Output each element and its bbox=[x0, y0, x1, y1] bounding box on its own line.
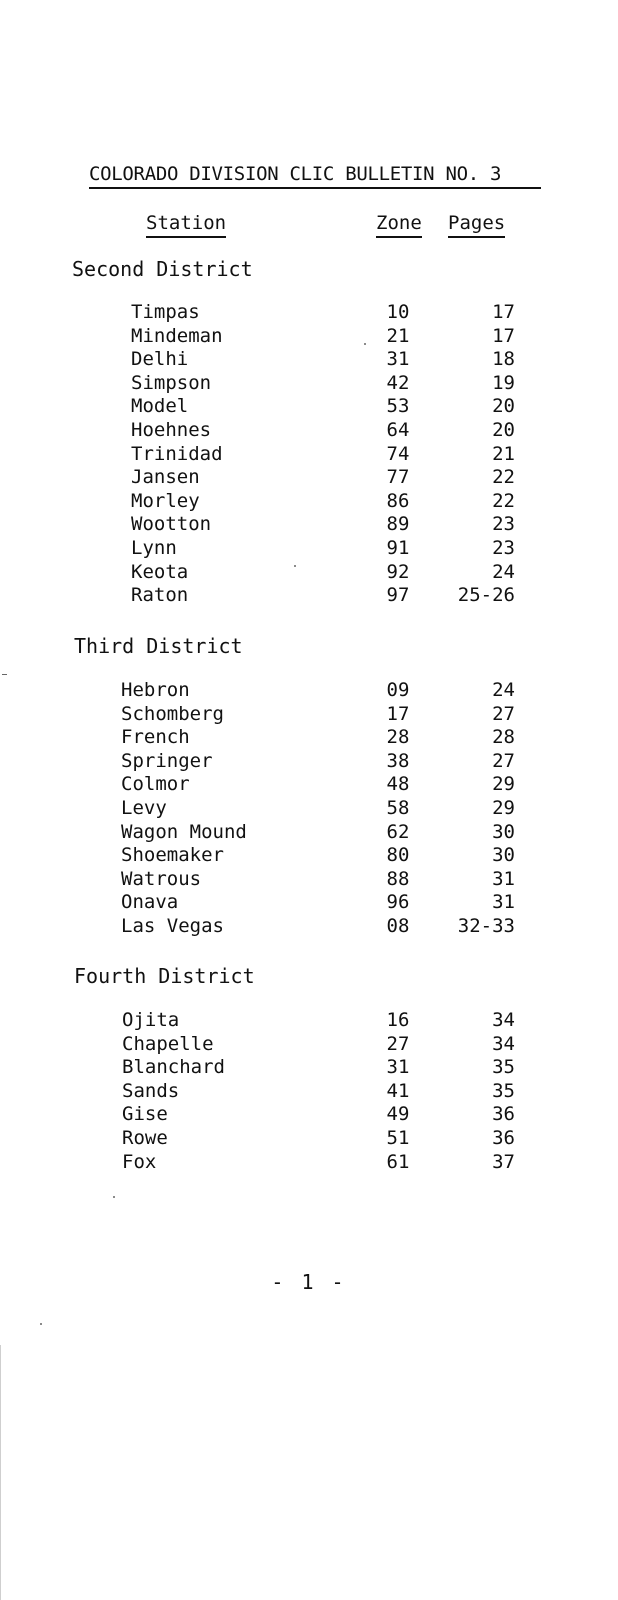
station-cell: Blanchard bbox=[122, 1056, 225, 1079]
table-row bbox=[0, 868, 618, 892]
station-cell: Colmor bbox=[121, 773, 190, 796]
district-table bbox=[0, 679, 618, 939]
station-cell: Jansen bbox=[131, 466, 200, 489]
zone-cell: 42 bbox=[386, 371, 410, 394]
table-row bbox=[0, 1080, 618, 1104]
zone-cell: 62 bbox=[386, 820, 410, 843]
station-cell: Model bbox=[131, 395, 189, 418]
scan-edge bbox=[0, 1345, 1, 1600]
zone-cell: 31 bbox=[386, 1056, 410, 1079]
pages-cell: 28 bbox=[492, 726, 515, 749]
district-heading: Third District bbox=[74, 634, 243, 658]
table-row bbox=[0, 443, 618, 467]
table-row bbox=[0, 537, 618, 561]
scan-speck bbox=[364, 343, 366, 345]
table-row bbox=[0, 797, 618, 821]
bulletin-title: COLORADO DIVISION CLIC BULLETIN NO. 3 bbox=[89, 163, 541, 189]
pages-cell: 20 bbox=[492, 395, 515, 418]
station-cell: Lynn bbox=[131, 536, 177, 559]
table-row bbox=[0, 513, 618, 537]
zone-cell: 58 bbox=[386, 796, 410, 819]
pages-cell: 34 bbox=[492, 1032, 515, 1055]
pages-cell: 27 bbox=[492, 749, 515, 772]
station-cell: Mindeman bbox=[131, 324, 223, 347]
station-cell: Las Vegas bbox=[121, 914, 224, 937]
table-row bbox=[0, 395, 618, 419]
pages-cell: 37 bbox=[492, 1150, 515, 1173]
pages-cell: 34 bbox=[492, 1009, 515, 1031]
pages-cell: 25-26 bbox=[457, 584, 515, 607]
district-table bbox=[0, 1009, 618, 1174]
table-row bbox=[0, 726, 618, 750]
zone-cell: 08 bbox=[386, 914, 410, 937]
zone-cell: 53 bbox=[386, 395, 410, 418]
zone-column-header: Zone bbox=[376, 212, 422, 238]
station-cell: Schomberg bbox=[121, 702, 224, 725]
zone-cell: 86 bbox=[386, 489, 410, 512]
station-cell: Levy bbox=[121, 796, 167, 819]
table-row bbox=[0, 419, 618, 443]
station-cell: Fox bbox=[122, 1150, 157, 1173]
station-cell: Ojita bbox=[122, 1009, 180, 1031]
zone-cell: 61 bbox=[386, 1150, 410, 1173]
table-row bbox=[0, 372, 618, 396]
scan-speck bbox=[40, 1323, 42, 1325]
pages-cell: 35 bbox=[492, 1056, 515, 1079]
district-heading: Fourth District bbox=[74, 964, 255, 988]
pages-cell: 32-33 bbox=[457, 914, 515, 937]
table-row bbox=[0, 844, 618, 868]
pages-cell: 36 bbox=[492, 1126, 515, 1149]
pages-cell: 31 bbox=[492, 867, 515, 890]
zone-cell: 51 bbox=[386, 1126, 410, 1149]
pages-cell: 30 bbox=[492, 844, 515, 867]
station-cell: French bbox=[121, 726, 190, 749]
table-row bbox=[0, 1009, 618, 1033]
station-cell: Watrous bbox=[121, 867, 202, 890]
pages-cell: 21 bbox=[492, 442, 515, 465]
zone-cell: 38 bbox=[386, 749, 410, 772]
pages-cell: 20 bbox=[492, 418, 515, 441]
station-cell: Onava bbox=[121, 891, 179, 914]
zone-cell: 97 bbox=[386, 584, 410, 607]
zone-cell: 49 bbox=[386, 1103, 410, 1126]
zone-cell: 89 bbox=[386, 513, 410, 536]
pages-cell: 31 bbox=[492, 891, 515, 914]
station-cell: Timpas bbox=[131, 301, 200, 323]
table-row bbox=[0, 490, 618, 514]
table-row bbox=[0, 703, 618, 727]
pages-cell: 23 bbox=[492, 536, 515, 559]
table-row bbox=[0, 584, 618, 608]
zone-cell: 80 bbox=[386, 844, 410, 867]
zone-cell: 92 bbox=[386, 560, 410, 583]
table-row bbox=[0, 679, 618, 703]
zone-cell: 10 bbox=[386, 301, 410, 323]
zone-cell: 27 bbox=[386, 1032, 410, 1055]
pages-cell: 27 bbox=[492, 702, 515, 725]
zone-cell: 48 bbox=[386, 773, 410, 796]
table-row bbox=[0, 1056, 618, 1080]
pages-cell: 24 bbox=[492, 560, 515, 583]
station-cell: Chapelle bbox=[122, 1032, 214, 1055]
table-row bbox=[0, 1103, 618, 1127]
table-row bbox=[0, 891, 618, 915]
table-row bbox=[0, 915, 618, 939]
zone-cell: 31 bbox=[386, 348, 410, 371]
zone-cell: 28 bbox=[386, 726, 410, 749]
zone-cell: 41 bbox=[386, 1079, 410, 1102]
station-cell: Trinidad bbox=[131, 442, 223, 465]
table-row bbox=[0, 750, 618, 774]
zone-cell: 21 bbox=[386, 324, 410, 347]
pages-cell: 29 bbox=[492, 773, 515, 796]
scan-mark bbox=[2, 674, 7, 675]
pages-cell: 29 bbox=[492, 796, 515, 819]
station-cell: Morley bbox=[131, 489, 200, 512]
zone-cell: 88 bbox=[386, 867, 410, 890]
page-number: - 1 - bbox=[271, 1270, 347, 1294]
pages-cell: 35 bbox=[492, 1079, 515, 1102]
table-row bbox=[0, 301, 618, 325]
zone-cell: 77 bbox=[386, 466, 410, 489]
pages-cell: 22 bbox=[492, 489, 515, 512]
table-row bbox=[0, 1033, 618, 1057]
station-cell: Hoehnes bbox=[131, 418, 212, 441]
table-row bbox=[0, 773, 618, 797]
zone-cell: 09 bbox=[386, 679, 410, 701]
station-cell: Keota bbox=[131, 560, 189, 583]
table-row bbox=[0, 325, 618, 349]
zone-cell: 64 bbox=[386, 418, 410, 441]
zone-cell: 17 bbox=[386, 702, 410, 725]
table-row bbox=[0, 1127, 618, 1151]
pages-cell: 18 bbox=[492, 348, 515, 371]
pages-cell: 22 bbox=[492, 466, 515, 489]
station-cell: Rowe bbox=[122, 1126, 168, 1149]
scan-speck bbox=[294, 565, 296, 567]
zone-cell: 74 bbox=[386, 442, 410, 465]
station-cell: Gise bbox=[122, 1103, 168, 1126]
zone-cell: 96 bbox=[386, 891, 410, 914]
station-cell: Delhi bbox=[131, 348, 189, 371]
scan-speck bbox=[113, 1196, 115, 1198]
station-cell: Simpson bbox=[131, 371, 212, 394]
zone-cell: 16 bbox=[386, 1009, 410, 1031]
station-cell: Springer bbox=[121, 749, 213, 772]
station-cell: Sands bbox=[122, 1079, 180, 1102]
table-row bbox=[0, 348, 618, 372]
pages-cell: 30 bbox=[492, 820, 515, 843]
pages-cell: 36 bbox=[492, 1103, 515, 1126]
pages-cell: 23 bbox=[492, 513, 515, 536]
table-row bbox=[0, 561, 618, 585]
table-row bbox=[0, 466, 618, 490]
pages-cell: 19 bbox=[492, 371, 515, 394]
station-column-header: Station bbox=[146, 212, 226, 238]
pages-column-header: Pages bbox=[448, 212, 505, 238]
station-cell: Hebron bbox=[121, 679, 190, 701]
district-heading: Second District bbox=[72, 257, 253, 281]
station-cell: Wootton bbox=[131, 513, 212, 536]
pages-cell: 17 bbox=[492, 324, 515, 347]
table-row bbox=[0, 821, 618, 845]
station-cell: Shoemaker bbox=[121, 844, 224, 867]
pages-cell: 24 bbox=[492, 679, 515, 701]
pages-cell: 17 bbox=[492, 301, 515, 323]
zone-cell: 91 bbox=[386, 536, 410, 559]
station-cell: Raton bbox=[131, 584, 189, 607]
station-cell: Wagon Mound bbox=[121, 820, 247, 843]
table-row bbox=[0, 1151, 618, 1175]
district-table bbox=[0, 301, 618, 608]
